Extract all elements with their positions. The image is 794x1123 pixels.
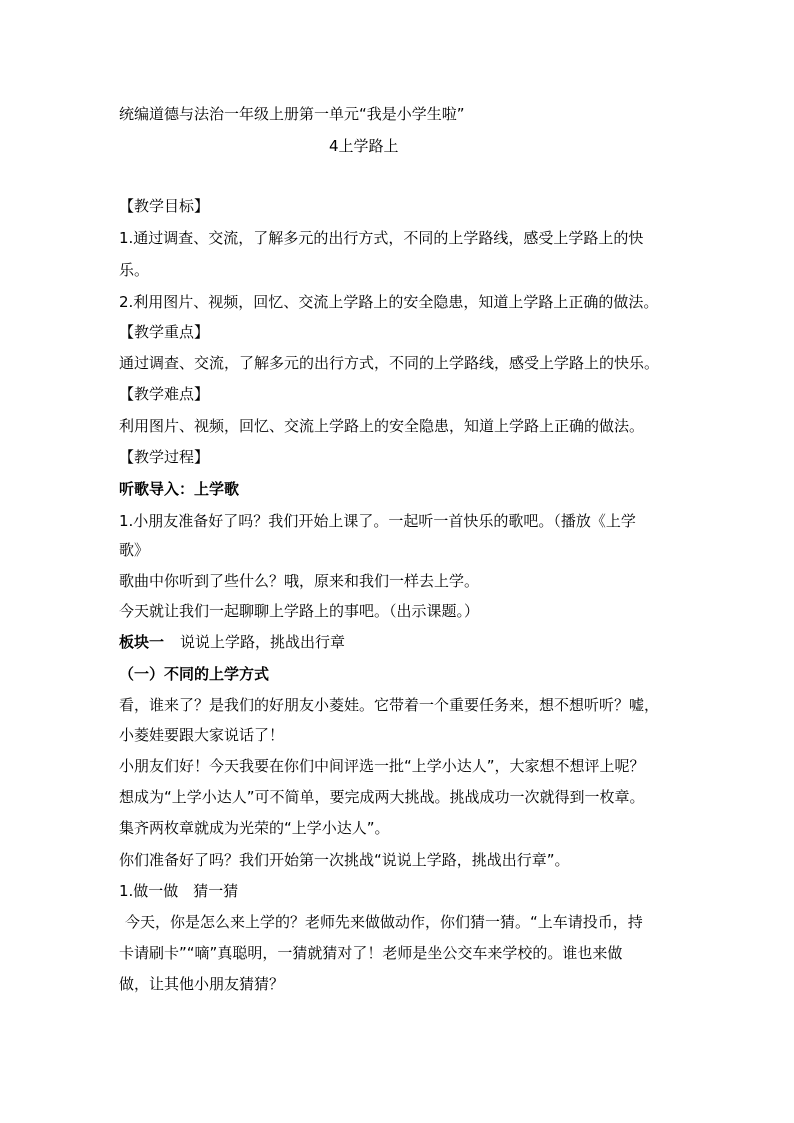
document-header-title: 统编道德与法治一年级上册第一单元“我是小学生啦”	[119, 105, 465, 123]
objectives-heading: 【教学目标】	[119, 197, 210, 215]
difficult-points-text: 利用图片、视频，回忆、交流上学路上的安全隐患，知道上学路上正确的做法。	[119, 417, 645, 435]
intro-heading: 听歌导入：上学歌	[119, 480, 240, 498]
paragraph-2-line-2: 想成为“上学小达人”可不简单，要完成两大挑战。挑战成功一次就得到一枚章。	[119, 788, 645, 806]
intro-line-4: 今天就让我们一起聊聊上学路上的事吧。（出示课题。）	[119, 602, 480, 620]
objective-2: 2.利用图片、视频，回忆、交流上学路上的安全隐患，知道上学路上正确的做法。	[119, 293, 659, 311]
objective-1-line-2: 乐。	[119, 261, 150, 279]
paragraph-4-line-2: 卡请刷卡”“嘀”真聪明，一猜就猜对了！老师是坐公交车来学校的。谁也来做	[119, 944, 623, 962]
module-one-text: 说说上学路，挑战出行章	[180, 633, 346, 651]
paragraph-1-line-1: 看，谁来了？是我们的好朋友小菱娃。它带着一个重要任务来，想不想听听？嘘，	[119, 696, 660, 714]
paragraph-4-line-1: 今天，你是怎么来上学的？老师先来做做动作，你们猜一猜。“上车请投币，持	[125, 913, 643, 931]
key-points-heading: 【教学重点】	[119, 323, 210, 341]
intro-line-3: 歌曲中你听到了些什么？哦，原来和我们一样去上学。	[119, 572, 480, 590]
paragraph-2-line-3: 集齐两枚章就成为光荣的“上学小达人”。	[119, 819, 390, 837]
lesson-title: 4上学路上	[329, 137, 399, 155]
intro-line-1: 1.小朋友准备好了吗？我们开始上课了。一起听一首快乐的歌吧。（播放《上学	[119, 512, 636, 530]
key-points-text: 通过调查、交流，了解多元的出行方式，不同的上学路线，感受上学路上的快乐。	[119, 354, 660, 372]
activity-1-heading: 1.做一做 猜一猜	[119, 882, 239, 900]
objective-1-line-1: 1.通过调查、交流，了解多元的出行方式，不同的上学路线，感受上学路上的快	[119, 229, 644, 247]
paragraph-4-line-3: 做，让其他小朋友猜猜？	[119, 975, 285, 993]
section-one-heading: （一）不同的上学方式	[119, 665, 270, 683]
difficult-points-heading: 【教学难点】	[119, 385, 210, 403]
paragraph-3: 你们准备好了吗？我们开始第一次挑战“说说上学路，挑战出行章”。	[119, 851, 570, 869]
intro-line-2: 歌》	[119, 541, 150, 559]
paragraph-1-line-2: 小菱娃要跟大家说话了！	[119, 726, 285, 744]
process-heading: 【教学过程】	[119, 448, 210, 466]
module-one-label: 板块一	[119, 633, 165, 651]
paragraph-2-line-1: 小朋友们好！今天我要在你们中间评选一批“上学小达人”，大家想不想评上呢？	[119, 757, 645, 775]
